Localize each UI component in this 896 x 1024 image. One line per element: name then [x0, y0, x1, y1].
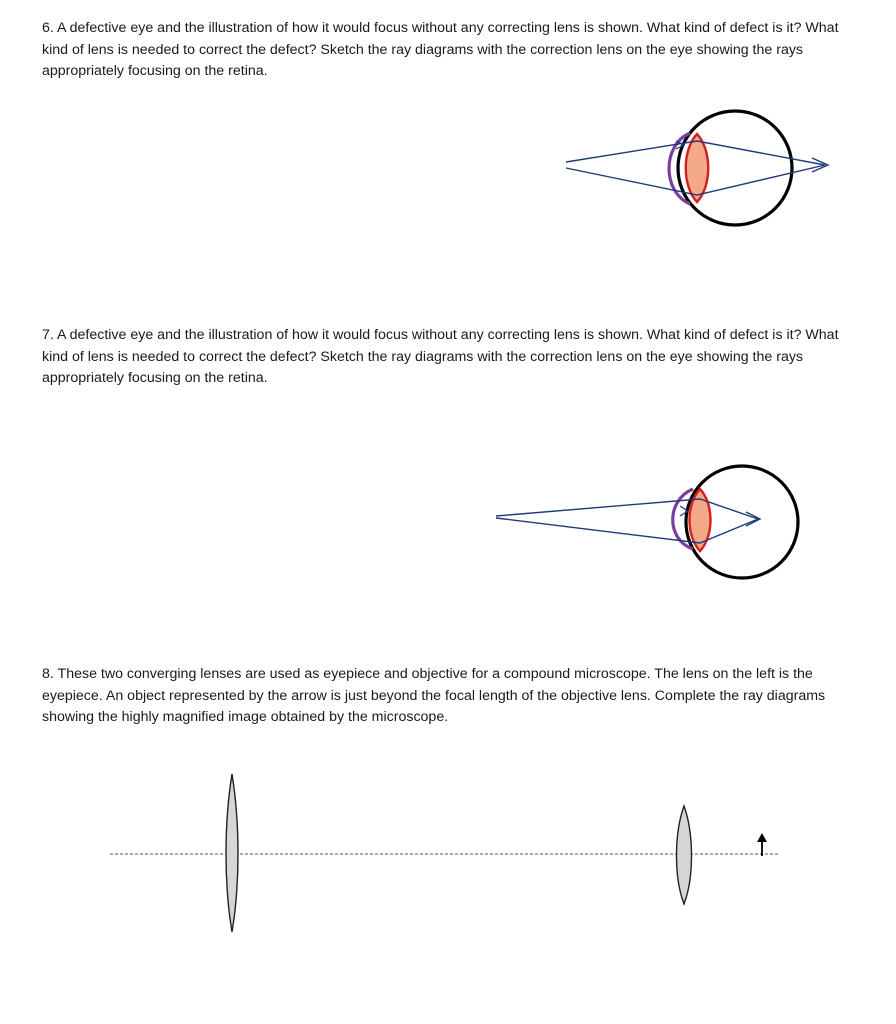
eyepiece-lens	[226, 774, 238, 932]
question-8-number: 8.	[42, 666, 54, 682]
question-8-text: These two converging lenses are used as eyepiece and objective for a compound microscope. The lens on the left is the eyepiece. An object represented by the arrow is just beyond the focal length of the objective lens. Complete the ray diagrams showing the highly magnified image obtained by the microscope.	[42, 666, 826, 725]
light-rays	[496, 499, 758, 543]
object-arrow	[757, 833, 767, 856]
question-6-text: A defective eye and the illustration of how it would focus without any correcting lens is shown. What kind of defect is it? What kind of lens is needed to correct the defect? Sketch the ray diagrams with the correction lens on the eye showing the rays appropriately focusing on the retina.	[42, 20, 839, 79]
question-6-number: 6.	[42, 20, 54, 36]
question-7-text: A defective eye and the illustration of how it would focus without any correcting lens is shown. What kind of defect is it? What kind of lens is needed to correct the defect? Sketch the ray diagrams with the correction lens on the eye showing the rays appropriately focusing on the retina.	[42, 327, 839, 386]
question-7-number: 7.	[42, 327, 54, 343]
question-8	[42, 664, 862, 729]
microscope-diagram	[0, 724, 896, 1024]
objective-lens	[677, 806, 692, 904]
ray-arrowhead	[812, 158, 828, 172]
eye-diagram-1	[0, 0, 896, 300]
eye-diagram-2	[0, 330, 896, 630]
crystalline-lens	[686, 134, 709, 202]
